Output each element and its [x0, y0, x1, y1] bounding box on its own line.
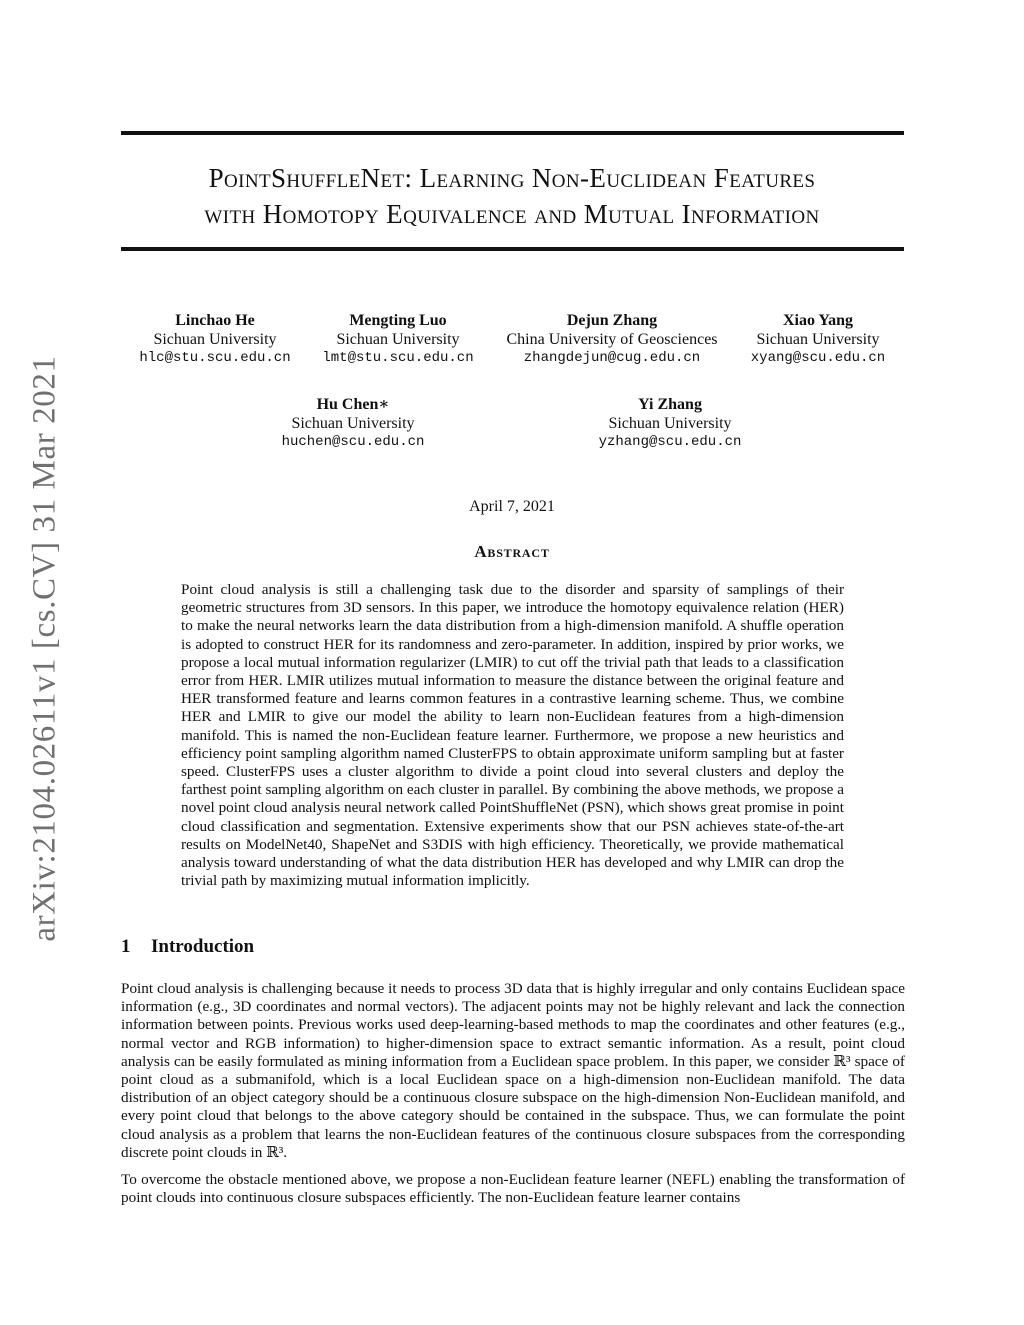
author-affiliation: Sichuan University [608, 415, 732, 432]
author-name: Hu Chen∗ [316, 396, 390, 413]
author-name: Xiao Yang [782, 312, 854, 329]
abstract-heading: Abstract [474, 542, 550, 561]
section-title: Introduction [151, 936, 255, 957]
author-email[interactable]: xyang@scu.edu.cn [750, 350, 886, 366]
author-email[interactable]: yzhang@scu.edu.cn [598, 434, 742, 450]
author-name: Dejun Zhang [566, 312, 658, 329]
author-block [688, 311, 948, 368]
author-name: Linchao He [175, 312, 255, 329]
author-email[interactable]: huchen@scu.edu.cn [281, 434, 425, 450]
author-block [223, 395, 483, 452]
author-affiliation: Sichuan University [153, 331, 277, 348]
arxiv-stamp [26, 352, 63, 944]
title-bottom-rule [121, 247, 904, 251]
intro-paragraph-2: To overcome the obstacle mentioned above, we propose a non-Euclidean feature learner (NEFL) enabling the transformation of point clouds into continuous closure subspaces efficiently. The non-Euclidean feature learner contains [121, 1171, 905, 1207]
author-affiliation: China University of Geosciences [506, 331, 718, 348]
paper-title [110, 160, 914, 232]
abstract-text: Point cloud analysis is still a challenging task due to the disorder and sparsity of samplings of their geometric structures from 3D sensors. In this paper, we introduce the homotopy equivalence relation (HER) to make the neural networks learn the data distribution from a high-dimension manifold. A shuffle operation is adopted to construct HER for its randomness and zero-parameter. In addition, inspired by prior works, we propose a local mutual information regularizer (LMIR) to cut off the trivial path that leads to a classification error from HER. LMIR utilizes mutual information to measure the distance between the original feature and HER transformed feature and learns common features in a contrastive learning scheme. Thus, we combine HER and LMIR to give our model the ability to learn non-Euclidean features from a high-dimension manifold. This is named the non-Euclidean feature learner. Furthermore, we propose a new heuristics and efficiency point sampling algorithm named ClusterFPS to obtain approximate uniform sampling but at faster speed. ClusterFPS uses a cluster algorithm to divide a point cloud into several clusters and deploy the farthest point sampling algorithm on each cluster in parallel. By combining the above methods, we propose a novel point cloud analysis neural network called PointShuffleNet (PSN), which shows great promise in point cloud classification and segmentation. Extensive experiments show that our PSN achieves state-of-the-art results on ModelNet40, ShapeNet and S3DIS with high efficiency. Theoretically, we provide mathematical analysis toward understanding of what the data distribution HER has developed and why LMIR can drop the trivial path by maximizing mutual information implicitly. [181, 581, 844, 890]
author-block [540, 395, 800, 452]
author-affiliation: Sichuan University [336, 331, 460, 348]
arxiv-stamp-text: arXiv:2104.02611v1 [cs.CV] 31 Mar 2021 [26, 354, 63, 942]
title-line-2: with Homotopy Equivalence and Mutual Information [204, 199, 820, 229]
author-affiliation: Sichuan University [291, 415, 415, 432]
author-email[interactable]: hlc@stu.scu.edu.cn [139, 350, 291, 366]
author-email[interactable]: lmt@stu.scu.edu.cn [322, 350, 474, 366]
author-affiliation: Sichuan University [756, 331, 880, 348]
author-name: Mengting Luo [349, 312, 447, 329]
author-name: Yi Zhang [638, 396, 702, 413]
section-heading [121, 936, 254, 958]
paper-date: April 7, 2021 [469, 498, 555, 515]
intro-paragraph-1: Point cloud analysis is challenging because it needs to process 3D data that is highly irregular and only contains Euclidean space information (e.g., 3D coordinates and normal vectors). The adjacent points may not be highly relevant and lack the connection information between points. Previous works used deep-learning-based methods to map the coordinates and other features (e.g., normal vector and RGB information) to higher-dimension space to extract semantic information. As a result, point cloud analysis can be easily formulated as mining information from a Euclidean space problem. In this paper, we consider ℝ³ space of point cloud as a submanifold, which is a local Euclidean space on a high-dimension non-Euclidean manifold. The data distribution of an object category should be a continuous closure subspace on the high-dimension Non-Euclidean manifold, and every point cloud that belongs to the above category should be contained in the subspace. Thus, we can formulate the point cloud analysis as a problem that learns the non-Euclidean features of the continuous closure subspaces from the corresponding discrete point clouds in ℝ³. [121, 980, 905, 1161]
title-line-1: PointShuffleNet: Learning Non-Euclidean Features [208, 163, 816, 193]
author-email[interactable]: zhangdejun@cug.edu.cn [523, 350, 701, 366]
title-top-rule [121, 131, 904, 135]
section-number: 1 [121, 936, 131, 957]
